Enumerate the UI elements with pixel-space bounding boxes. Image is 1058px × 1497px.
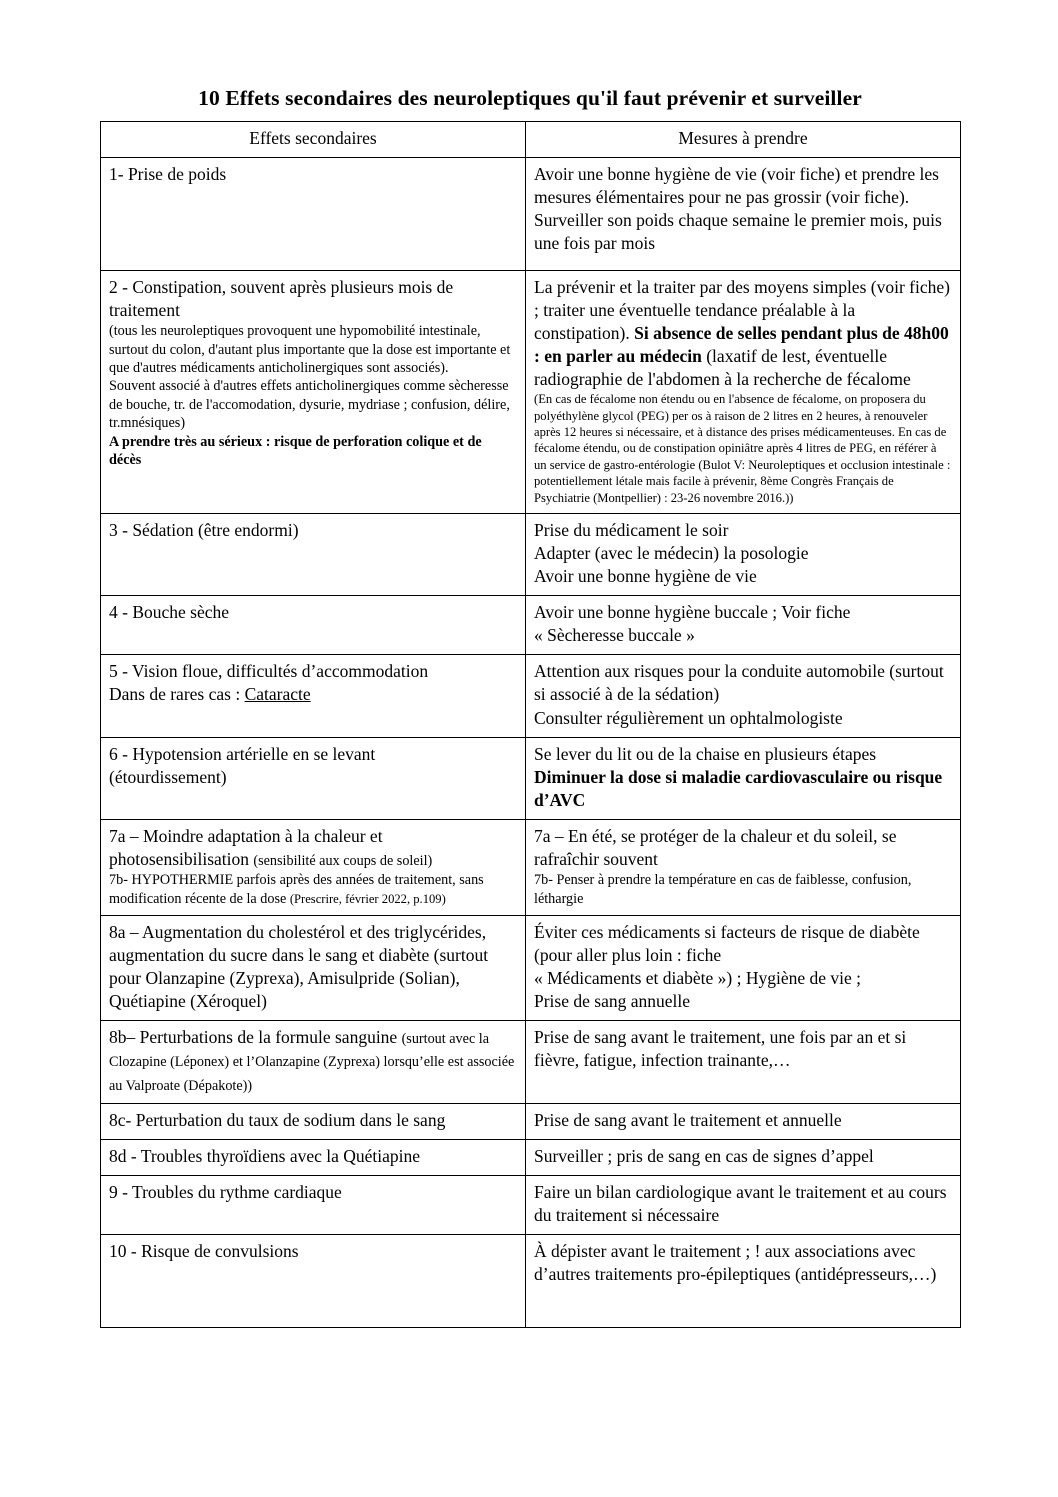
measure-text-part1: La prévenir et la traiter par des moyens simples (voir fiche) ; traiter une éventuelle tendance préalable à la constipation).: [534, 276, 950, 344]
measure-cell: [526, 655, 961, 737]
measure-text-line2: Consulter régulièrement un ophtalmologiste: [534, 707, 843, 728]
measure-reference-note: (En cas de fécalome non étendu ou en l'absence de fécalome, on proposera du polyéthylène glycol (PEG) per os à raison de 2 litres en 2 heures, à renouveler après 12 heures si nécessaire, et à distance des prises médicamenteuses. En cas de fécalome étendu, ou de constipation opiniâtre après 4 litres de PEG, en référer à un service de gastro-entérologie (Bulot V: Neuroleptiques et occlusion intestinale : potentiellement létale mais facile à prévenir, 8ème Congrès Français de Psychiatrie (Montpellier) : 23-26 novembre 2016.)): [534, 392, 951, 505]
measure-text: Prise de sang avant le traitement, une fois par an et si fièvre, fatigue, infection trainante,…: [534, 1027, 907, 1071]
table-row: [101, 1103, 961, 1139]
table-row: [101, 1175, 961, 1234]
effect-cell: [101, 1175, 526, 1234]
effect-text: 1- Prise de poids: [109, 163, 227, 184]
effect-text-line1: 6 - Hypotension artérielle en se levant: [109, 743, 376, 764]
page-title: 10 Effets secondaires des neuroleptiques qu'il faut prévenir et surveiller: [198, 86, 862, 110]
effect-cell: [101, 270, 526, 513]
measure-cell: [526, 157, 961, 270]
effect-text: 8a – Augmentation du cholestérol et des triglycérides, augmentation du sucre dans le sang et diabète (surtout pour Olanzapine (Zyprexa), Amisulpride (Solian), Quétiapine (Xéroquel): [109, 922, 489, 1012]
effect-cell: [101, 819, 526, 915]
measure-text: À dépister avant le traitement ; ! aux associations avec d’autres traitements pro-épileptiques (antidépresseurs,…): [534, 1241, 937, 1285]
effect-text: 8d - Troubles thyroïdiens avec la Quétiapine: [109, 1145, 421, 1166]
table-row: [101, 270, 961, 513]
column-header-effects: Effets secondaires: [101, 121, 526, 157]
measure-text-line2: Adapter (avec le médecin) la posologie: [534, 542, 809, 563]
effect-text: 8c- Perturbation du taux de sodium dans le sang: [109, 1109, 446, 1130]
side-effects-table: [100, 121, 961, 1328]
effect-cell: [101, 596, 526, 655]
measure-text-line1: Avoir une bonne hygiène buccale ; Voir fiche: [534, 602, 851, 623]
column-header-measures: Mesures à prendre: [526, 121, 961, 157]
effect-text: [109, 1026, 517, 1095]
effect-text-main: 7a – Moindre adaptation à la chaleur et photosensibilisation: [109, 825, 383, 869]
effect-warning: A prendre très au sérieux : risque de perforation colique et de décès: [109, 433, 482, 469]
effect-text-line2: (étourdissement): [109, 766, 227, 787]
measure-bold: Si absence de selles pendant plus de 48h00 : en parler au médecin: [534, 323, 949, 367]
effect-note-hypothermia: [109, 871, 517, 908]
effect-text: 4 - Bouche sèche: [109, 602, 230, 623]
measure-text-line2: « Sècheresse buccale »: [534, 625, 695, 646]
table-row: [101, 157, 961, 270]
effect-underlined-term: Cataracte: [244, 684, 311, 705]
measure-text: Faire un bilan cardiologique avant le traitement et au cours du traitement si nécessaire: [534, 1181, 947, 1225]
table-row: [101, 1139, 961, 1175]
measure-text-line3: Avoir une bonne hygiène de vie: [534, 566, 757, 587]
measure-note: 7b- Penser à prendre la température en cas de faiblesse, confusion, léthargie: [534, 872, 912, 907]
effect-text: 3 - Sédation (être endormi): [109, 519, 299, 540]
table-row: [101, 916, 961, 1021]
effect-text-line1: 5 - Vision floue, difficultés d’accommodation: [109, 661, 429, 682]
effect-cell: [101, 157, 526, 270]
measure-cell: [526, 819, 961, 915]
table-row: [101, 737, 961, 819]
effect-text: 9 - Troubles du rythme cardiaque: [109, 1181, 342, 1202]
effect-text-line2: [109, 683, 517, 706]
measure-bold-note: Diminuer la dose si maladie cardiovasculaire ou risque d’AVC: [534, 766, 943, 810]
effect-note-2: Souvent associé à d'autres effets anticholinergiques comme sècheresse de bouche, tr. de l'accomodation, dysurie, mydriase ; confusion, délire, tr.mnésiques): [109, 378, 510, 432]
measure-cell: [526, 270, 961, 513]
table-header-row: [101, 121, 961, 157]
effect-note: (sensibilité aux coups de soleil): [253, 853, 433, 869]
effect-cell: [101, 655, 526, 737]
measure-cell: [526, 1103, 961, 1139]
effect-text-prefix: Dans de rares cas :: [109, 684, 245, 705]
table-row: [101, 1021, 961, 1103]
measure-cell: [526, 1175, 961, 1234]
measure-text: Avoir une bonne hygiène de vie (voir fiche) et prendre les mesures élémentaires pour ne pas grossir (voir fiche). Surveiller son poids chaque semaine le premier mois, puis une fois par mois: [534, 163, 942, 254]
measure-text-line3: Prise de sang annuelle: [534, 991, 690, 1012]
measure-cell: [526, 737, 961, 819]
effect-text-main: 8b– Perturbations de la formule sanguine: [109, 1027, 402, 1048]
table-row: [101, 596, 961, 655]
table-row: [101, 1235, 961, 1328]
effect-note-text: 7b- HYPOTHERMIE parfois après des années de traitement, sans modification récente de la dose: [109, 872, 484, 907]
measure-text: [534, 276, 952, 391]
measure-text: Prise de sang avant le traitement et annuelle: [534, 1109, 842, 1130]
table-row: [101, 513, 961, 595]
table-row: [101, 655, 961, 737]
measure-cell: [526, 1235, 961, 1328]
measure-text: Surveiller ; pris de sang en cas de signes d’appel: [534, 1145, 874, 1166]
effect-source-reference: (Prescrire, février 2022, p.109): [289, 891, 446, 906]
measure-text-line1: 7a – En été, se protéger de la chaleur et du soleil, se rafraîchir souvent: [534, 825, 897, 869]
table-row: [101, 819, 961, 915]
effect-cell: [101, 1103, 526, 1139]
effect-cell: [101, 1235, 526, 1328]
measure-text-part2: (laxatif de lest, éventuelle radiographie de l'abdomen à la recherche de fécalome: [534, 346, 911, 390]
effect-note: (surtout avec la Clozapine (Léponex) et l’Olanzapine (Zyprexa) lorsqu’elle est associée au Valproate (Dépakote)): [109, 1031, 515, 1094]
effect-note-1: (tous les neuroleptiques provoquent une hypomobilité intestinale, surtout du colon, d'autant plus importante que la dose est importante et que d'autres médicaments anticholinergiques sont associés).: [109, 323, 511, 376]
measure-cell: [526, 1021, 961, 1103]
effect-text: [109, 825, 517, 871]
effect-cell: [101, 513, 526, 595]
effect-cell: [101, 737, 526, 819]
effect-cell: [101, 1021, 526, 1103]
measure-cell: [526, 596, 961, 655]
measure-cell: [526, 1139, 961, 1175]
effect-cell: [101, 1139, 526, 1175]
effect-text: 10 - Risque de convulsions: [109, 1241, 299, 1262]
measure-text-line1: Se lever du lit ou de la chaise en plusieurs étapes: [534, 743, 877, 764]
measure-cell: [526, 916, 961, 1021]
measure-cell: [526, 513, 961, 595]
measure-text-line1: Attention aux risques pour la conduite automobile (surtout si associé à de la sédation): [534, 661, 944, 705]
measure-text-line1: Prise du médicament le soir: [534, 519, 729, 540]
effect-cell: [101, 916, 526, 1021]
measure-text-line2: « Médicaments et diabète ») ; Hygiène de vie ;: [534, 968, 862, 989]
effect-text: 2 - Constipation, souvent après plusieurs mois de traitement: [109, 276, 454, 320]
measure-text-line1: Éviter ces médicaments si facteurs de risque de diabète (pour aller plus loin : fiche: [534, 922, 920, 966]
